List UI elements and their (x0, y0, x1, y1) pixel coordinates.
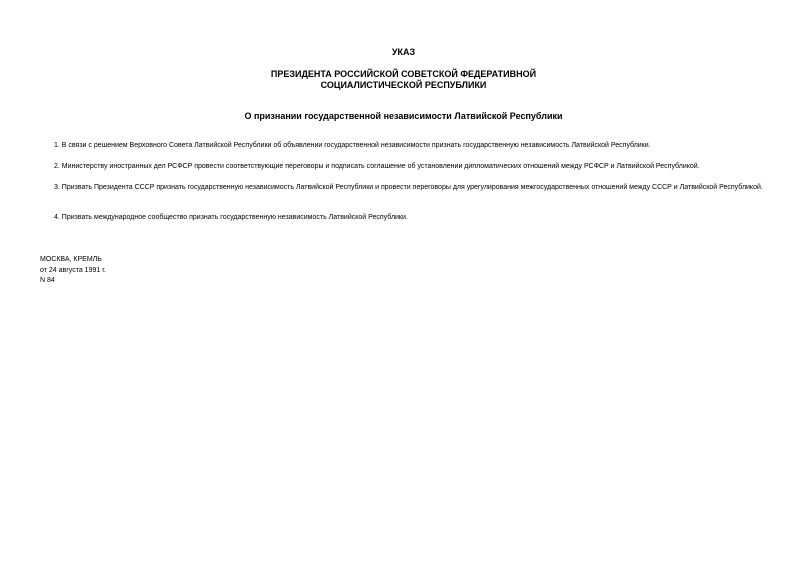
signature-number: N 84 (40, 277, 55, 284)
signature-block (40, 255, 106, 287)
document-type-heading: УКАЗ (391, 47, 416, 57)
issuer-line-1: ПРЕЗИДЕНТА РОССИЙСКОЙ СОВЕТСКОЙ ФЕДЕРАТИВНОЙ (270, 69, 537, 79)
signature-place: МОСКВА, КРЕМЛЬ (40, 256, 102, 263)
issuer-heading (0, 69, 807, 91)
paragraph-1: 1. В связи с решением Верховного Совета Латвийской Республики об объявлении государственной независимости признать государственную независимость Латвийской Республики. (54, 142, 651, 149)
signature-date: от 24 августа 1991 г. (40, 266, 106, 274)
paragraph-3: 3. Призвать Президента СССР признать государственную независимость Латвийской Республики и провести переговоры для урегулирования межгосударственных отношений между СССР и Латвийской Республикой. (54, 184, 763, 191)
issuer-line-2: СОЦИАЛИСТИЧЕСКОЙ РЕСПУБЛИКИ (320, 80, 487, 90)
paragraph-4: 4. Призвать международное сообщество признать государственную независимость Латвийской Республики. (54, 214, 408, 221)
paragraph-2: 2. Министерству иностранных дел РСФСР провести соответствующие переговоры и подписать соглашение об установлении дипломатических отношений между РСФСР и Латвийской Республикой. (54, 163, 700, 170)
document-subject-heading: О признании государственной независимости Латвийской Республики (244, 111, 563, 121)
